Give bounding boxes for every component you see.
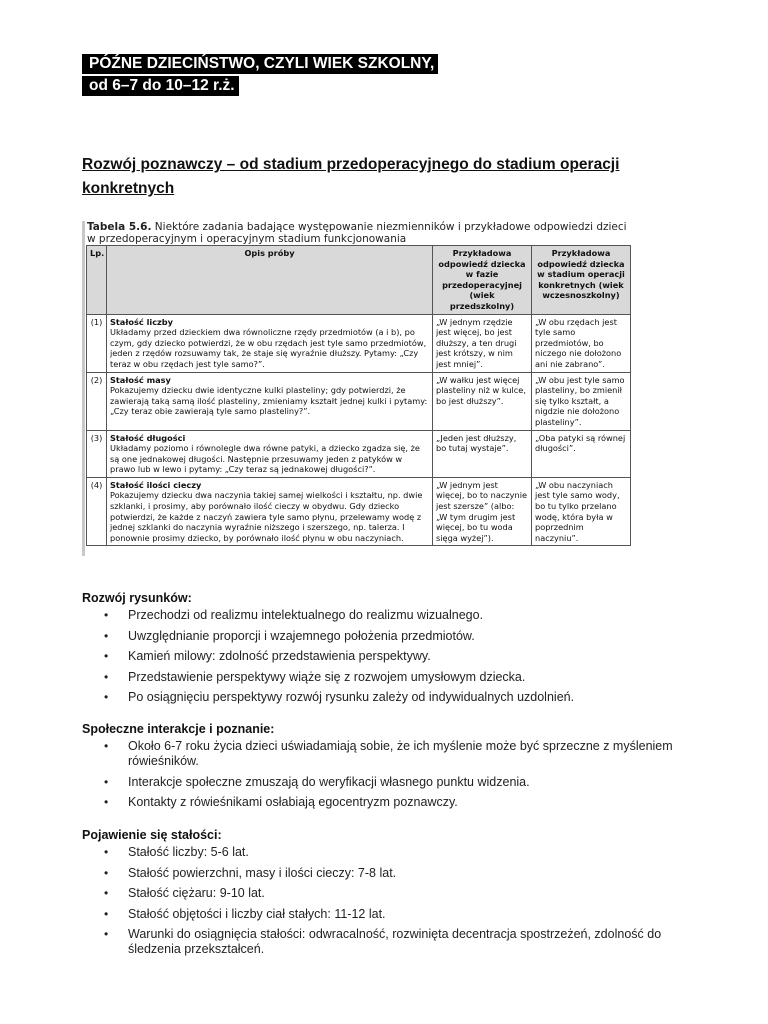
section-drawing-development xyxy=(82,590,682,711)
bullet-icon: • xyxy=(104,690,109,704)
table-caption-label: Tabela 5.6. xyxy=(87,221,152,233)
section-heading: Pojawienie się stałości: xyxy=(82,828,222,842)
list-item xyxy=(82,927,682,957)
row-number: (4) xyxy=(87,477,107,546)
table-figure xyxy=(82,221,630,556)
chapter-heading xyxy=(82,54,438,98)
bullet-icon: • xyxy=(104,628,109,643)
list-item xyxy=(82,795,682,810)
list-item-text: Kontakty z rówieśnikami osłabiają egocentryzm poznawczy. xyxy=(128,795,458,809)
list-item xyxy=(82,608,682,623)
row-concrete-answer: „W obu naczyniach jest tyle samo wody, bo tu tylko przelano wodę, która była w poprzednim naczyniu”. xyxy=(532,477,631,546)
row-number: (3) xyxy=(87,430,107,477)
list-item xyxy=(82,690,682,705)
list-item-text: Przechodzi od realizmu intelektualnego do realizmu wizualnego. xyxy=(128,608,484,622)
row-task-desc: Pokazujemy dziecku dwie identyczne kulki plasteliny; gdy potwierdzi, że zawierają taką samą ilość plasteliny, zmieniamy kształt jednej kulki i pytamy: „Czy teraz obie zawierają tyle samo plasteliny?”. xyxy=(110,385,428,417)
bullet-icon: • xyxy=(104,774,109,789)
row-description xyxy=(107,477,433,546)
list-item xyxy=(82,886,682,901)
row-preoperational-answer: „W wałku jest więcej plasteliny niż w kulce, bo jest dłuższy”. xyxy=(433,372,532,430)
list-item-text: Przedstawienie perspektywy wiąże się z rozwojem umysłowym dziecka. xyxy=(128,669,526,684)
list-item xyxy=(82,845,682,860)
chapter-heading-line-2: od 6–7 do 10–12 r.ż. xyxy=(82,76,239,96)
list-item-text: Interakcje społeczne zmuszają do weryfikacji własnego punktu widzenia. xyxy=(128,774,530,789)
bullet-list xyxy=(82,845,682,957)
list-item xyxy=(82,739,682,769)
list-item xyxy=(82,670,682,685)
bullet-list xyxy=(82,739,682,810)
section-heading: Społeczne interakcje i poznanie: xyxy=(82,722,275,736)
bullet-icon: • xyxy=(104,739,109,753)
bullet-list xyxy=(82,608,682,705)
table-caption-text: Niektóre zadania badające występowanie niezmienników i przykładowe odpowiedzi dzieci w przedoperacyjnym i operacyjnym stadium funkcjonowania xyxy=(87,221,627,245)
bullet-icon: • xyxy=(104,795,109,809)
header-opis: Opis próby xyxy=(107,246,433,315)
section-conservation xyxy=(82,827,682,963)
list-item xyxy=(82,649,682,664)
row-description xyxy=(107,430,433,477)
list-item xyxy=(82,629,682,644)
row-task-desc: Układamy poziomo i równolegle dwa równe patyki, a dziecko zgadza się, że są one jednakowej długości. Następnie przesuwamy jeden z patyków w prawo lub w lewo i pytamy: „Czy teraz są jednakowej długości?”. xyxy=(110,443,420,475)
row-preoperational-answer: „Jeden jest dłuższy, bo tutaj wystaje”. xyxy=(433,430,532,477)
row-task-title: Stałość długości xyxy=(110,432,186,443)
row-description xyxy=(107,372,433,430)
bullet-icon: • xyxy=(104,649,109,663)
header-concrete: Przykładowa odpowiedź dziecka w stadium operacji konkretnych (wiek wczesnoszkolny) xyxy=(532,246,631,315)
row-task-title: Stałość liczby xyxy=(110,316,174,327)
conservation-table xyxy=(86,245,631,546)
table-row xyxy=(87,372,631,430)
section-social-interactions xyxy=(82,721,682,816)
row-concrete-answer: „W obu rzędach jest tyle samo przedmiotów, bo niczego nie dołożono ani nie zabrano”. xyxy=(532,314,631,372)
table-caption xyxy=(82,221,630,245)
row-task-title: Stałość masy xyxy=(110,374,171,385)
bullet-icon: • xyxy=(104,608,109,622)
row-concrete-answer: „Oba patyki są równej długości”. xyxy=(532,430,631,477)
table-row xyxy=(87,314,631,372)
bullet-icon: • xyxy=(104,845,109,859)
bullet-icon: • xyxy=(104,865,109,880)
list-item-text: Stałość objętości i liczby ciał stałych: 11-12 lat. xyxy=(128,906,386,921)
table-header-row xyxy=(87,246,631,315)
section-heading: Rozwój rysunków: xyxy=(82,591,192,605)
row-preoperational-answer: „W jednym jest więcej, bo to naczynie jest szersze” (albo: „W tym drugim jest więcej, bo tu woda sięga wyżej”). xyxy=(433,477,532,546)
row-task-title: Stałość ilości cieczy xyxy=(110,479,202,490)
row-number: (2) xyxy=(87,372,107,430)
scan-edge-divider xyxy=(82,221,85,556)
row-preoperational-answer: „W jednym rzędzie jest więcej, bo jest dłuższy, a ten drugi jest krótszy, w nim jest mniej”. xyxy=(433,314,532,372)
table-row xyxy=(87,477,631,546)
bullet-icon: • xyxy=(104,669,109,684)
bullet-icon: • xyxy=(104,906,109,921)
list-item-text: Warunki do osiągnięcia stałości: odwracalność, rozwinięta decentracja spostrzeżeń, zdolność do śledzenia przekształceń. xyxy=(128,927,662,956)
list-item xyxy=(82,775,682,790)
list-item-text: Około 6-7 roku życia dzieci uświadamiają sobie, że ich myślenie może być sprzeczne z myśleniem rówieśników. xyxy=(128,739,673,768)
row-task-desc: Układamy przed dzieckiem dwa równoliczne rzędy przedmiotów (a i b), po czym, gdy dziecko potwierdzi, że w obu rzędach jest tyle samo przedmiotów, jeden z rzędów rozsuwamy tak, że staje się wyraźnie dłuższy. Pytamy: „Czy teraz w obu rzędach jest tyle samo?”. xyxy=(110,327,427,369)
section-title: Rozwój poznawczy – od stadium przedoperacyjnego do stadium operacji konkretnych xyxy=(82,156,620,197)
row-number: (1) xyxy=(87,314,107,372)
table-row xyxy=(87,430,631,477)
bullet-icon: • xyxy=(104,886,109,900)
row-description xyxy=(107,314,433,372)
list-item xyxy=(82,866,682,881)
list-item xyxy=(82,907,682,922)
list-item-text: Po osiągnięciu perspektywy rozwój rysunku zależy od indywidualnych uzdolnień. xyxy=(128,690,575,704)
row-concrete-answer: „W obu jest tyle samo plasteliny, bo zmienił się tylko kształt, a nigdzie nie dołożono plasteliny”. xyxy=(532,372,631,430)
list-item-text: Kamień milowy: zdolność przedstawienia perspektywy. xyxy=(128,649,431,663)
list-item-text: Stałość powierzchni, masy i ilości cieczy: 7-8 lat. xyxy=(128,865,397,880)
row-task-desc: Pokazujemy dziecku dwa naczynia takiej samej wielkości i kształtu, np. dwie szklanki, i prosimy, aby porównało ilość cieczy w obydwu. Gdy dziecko potwierdzi, że każde z naczyń zawiera tyle samo płynu, przelewamy wodę z jednej szklanki do naczynia wyraźnie niższego i szerszego, np. talerza. I ponownie prosimy dziecko, by porównało ilość płynu w obu naczyniach. xyxy=(110,490,423,543)
list-item-text: Stałość ciężaru: 9-10 lat. xyxy=(128,886,265,900)
header-lp: Lp. xyxy=(87,246,107,315)
chapter-heading-line-1: PÓŹNE DZIECIŃSTWO, CZYLI WIEK SZKOLNY, xyxy=(82,54,438,74)
list-item-text: Stałość liczby: 5-6 lat. xyxy=(128,845,249,859)
bullet-icon: • xyxy=(104,927,109,941)
header-preoperational: Przykładowa odpowiedź dziecka w fazie przedoperacyjnej (wiek przedszkolny) xyxy=(433,246,532,315)
list-item-text: Uwzględnianie proporcji i wzajemnego położenia przedmiotów. xyxy=(128,628,475,643)
